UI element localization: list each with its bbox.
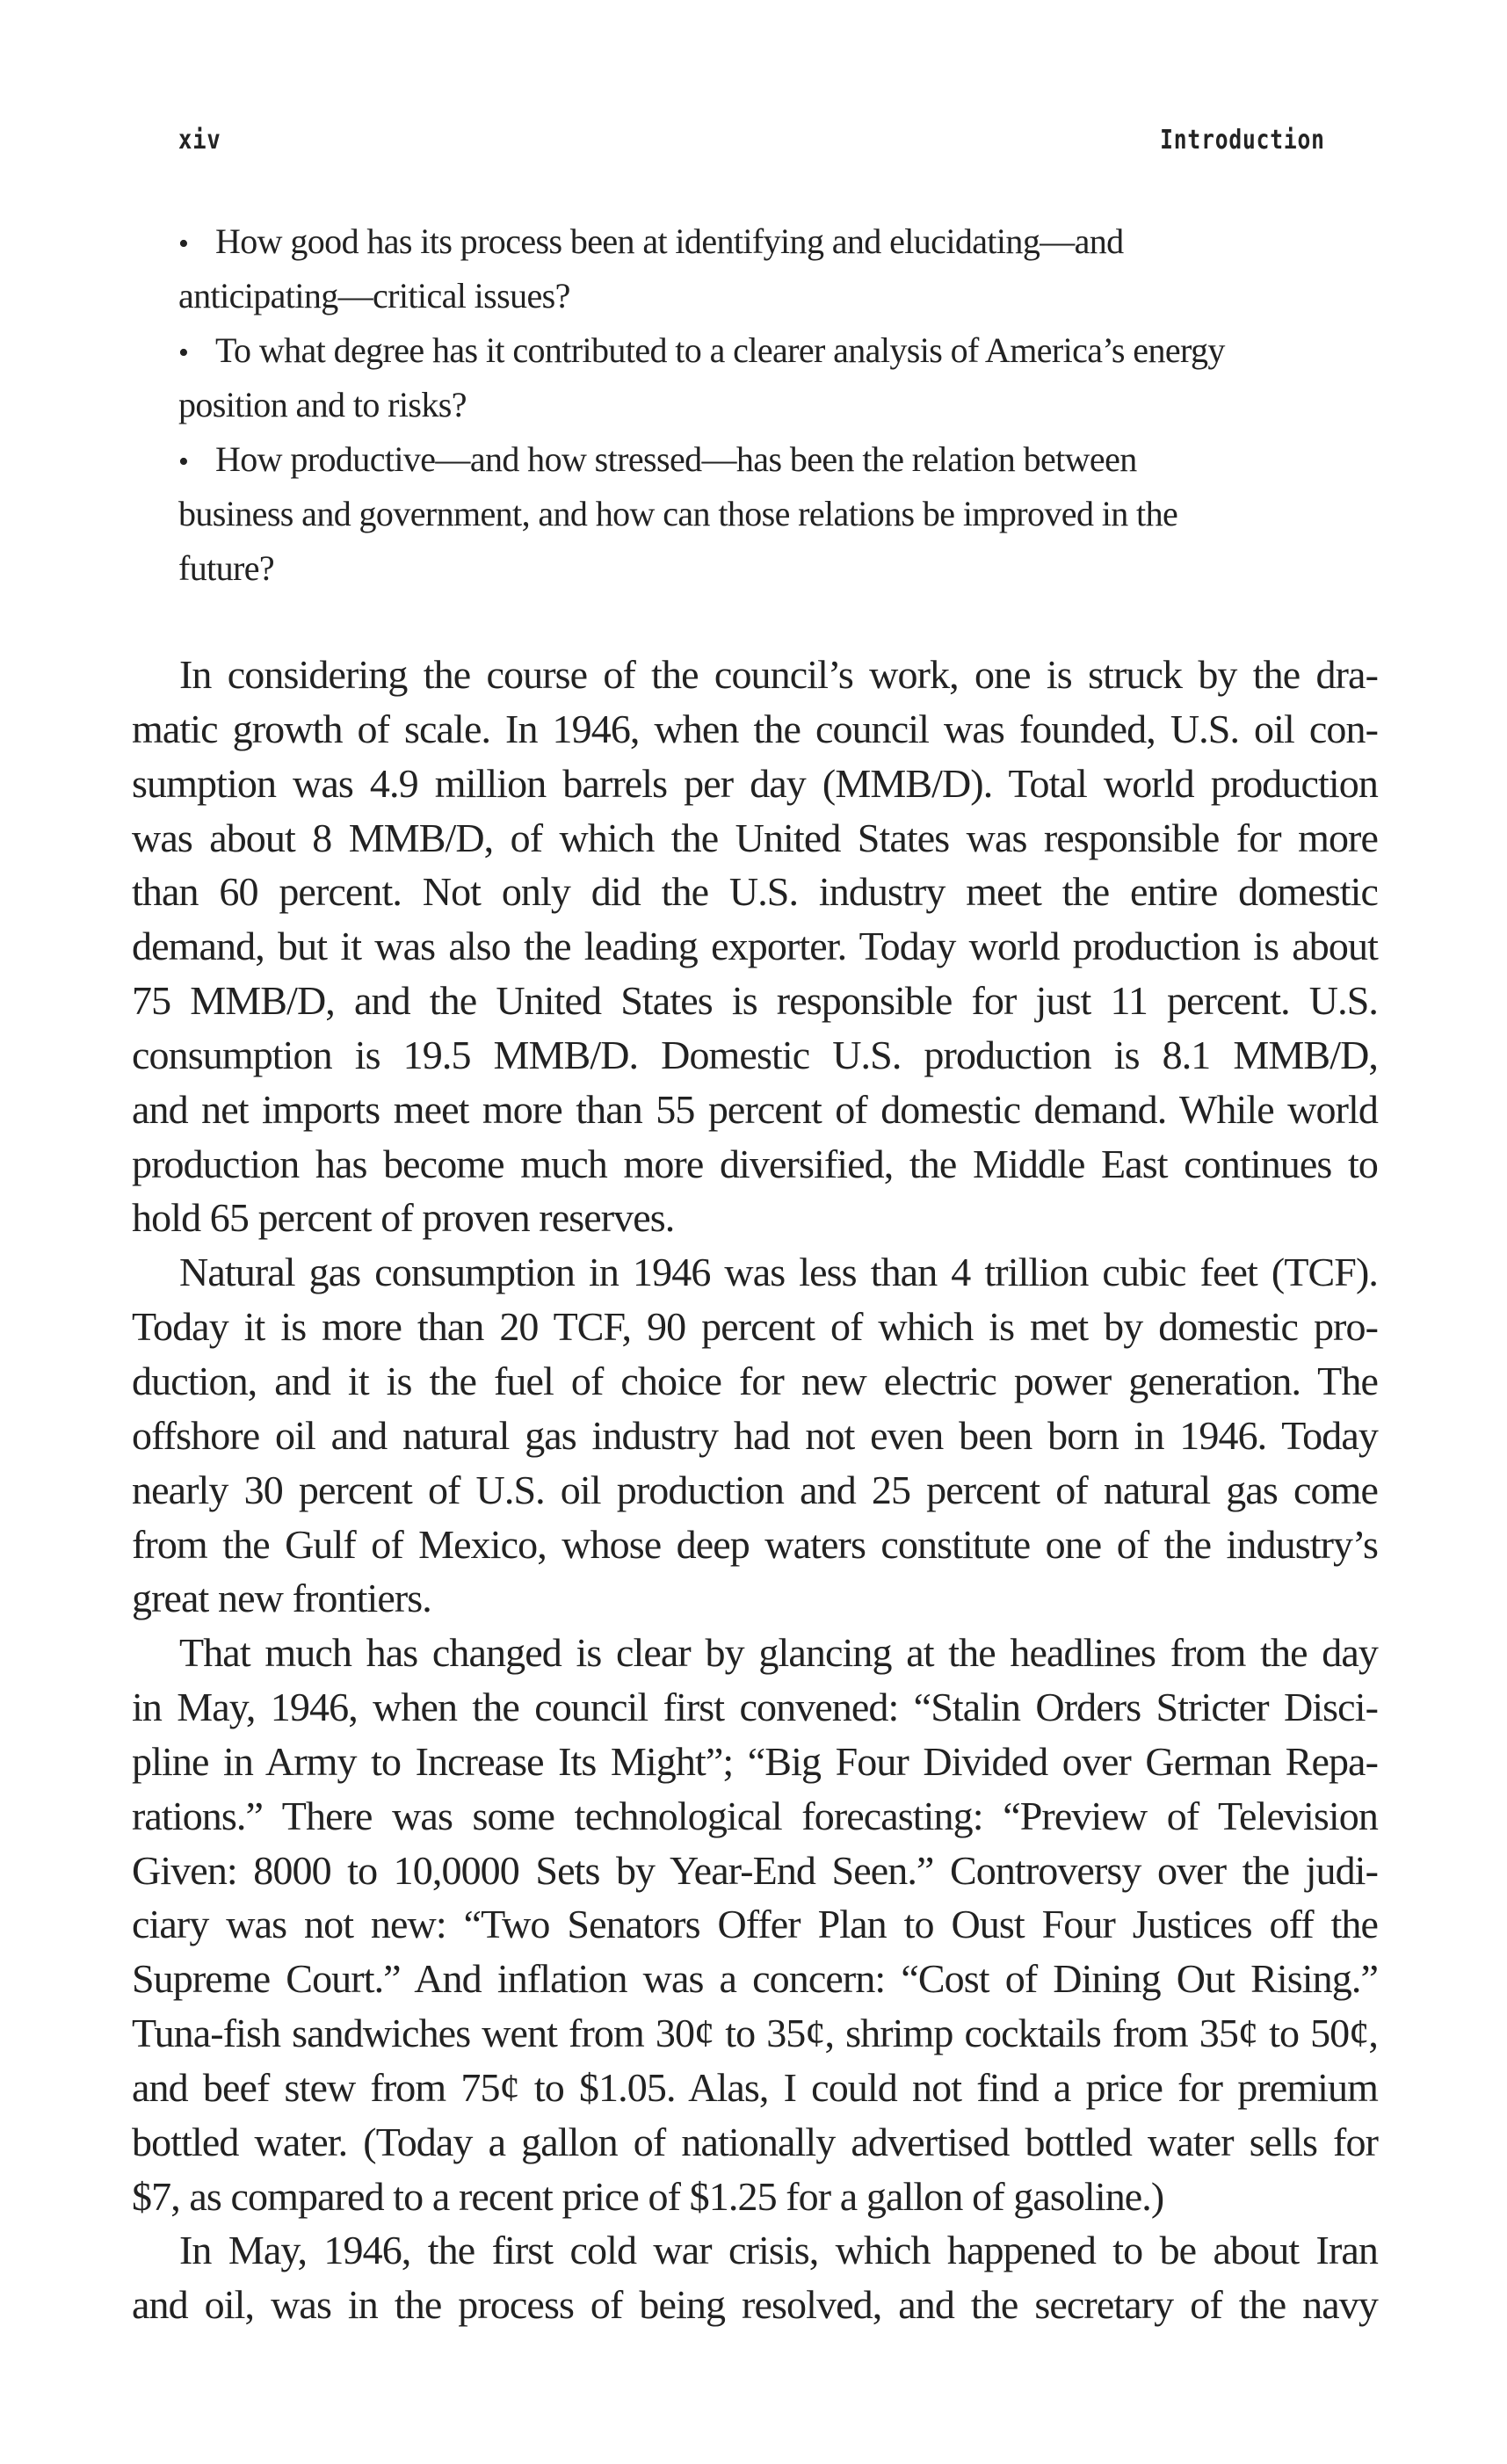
text-line: bottled water. (Today a gallon of nationally advertised bottled water sells for — [132, 2119, 1378, 2164]
text-line: $7, as compared to a recent price of $1.25 for a gallon of gasoline.) — [132, 2173, 1164, 2219]
paragraph-headlines-1946 — [132, 1626, 1378, 2223]
text-line: Supreme Court.” And inflation was a concern: “Cost of Dining Out Rising.” — [132, 1956, 1378, 2002]
text-line: In considering the course of the council’s work, one is struck by the dra- — [179, 652, 1378, 697]
text-line: demand, but it was also the leading exporter. Today world production is about — [132, 924, 1378, 969]
page-number: xiv — [178, 125, 221, 156]
list-item-text: How productive—and how stressed—has been the relation between — [215, 439, 1137, 479]
text-line: In May, 1946, the first cold war crisis, which happened to be about Iran — [179, 2228, 1378, 2273]
text-line: from the Gulf of Mexico, whose deep waters constitute one of the industry’s — [132, 1521, 1378, 1567]
running-head-title: Introduction — [1160, 125, 1325, 156]
bullet-icon: • — [178, 446, 189, 478]
list-item-text: business and government, and how can those relations be improved in the — [178, 494, 1178, 533]
text-line: 75 MMB/D, and the United States is responsible for just 11 percent. U.S. — [132, 978, 1378, 1024]
text-line: nearly 30 percent of U.S. oil production and 25 percent of natural gas come — [132, 1467, 1378, 1512]
bullet-icon: • — [178, 228, 189, 260]
text-line: sumption was 4.9 million barrels per day (MMB/D). Total world production — [132, 760, 1378, 806]
text-line: in May, 1946, when the council first convened: “Stalin Orders Stricter Disci- — [132, 1685, 1378, 1730]
text-line: rations.” There was some technological forecasting: “Preview of Television — [132, 1793, 1378, 1838]
running-head — [178, 123, 1325, 158]
text-line: Natural gas consumption in 1946 was less than 4 trillion cubic feet (TCF). — [179, 1250, 1378, 1295]
text-line: pline in Army to Increase Its Might”; “Big Four Divided over German Repa- — [132, 1738, 1378, 1784]
text-line: offshore oil and natural gas industry had not even been born in 1946. Today — [132, 1412, 1378, 1458]
paragraph-natural-gas — [132, 1245, 1378, 1626]
list-item-text: To what degree has it contributed to a clearer analysis of America’s energy — [215, 330, 1225, 370]
paragraph-cold-war-crisis — [132, 2223, 1378, 2332]
body-text — [132, 648, 1378, 2332]
text-line: was about 8 MMB/D, of which the United States was responsible for more — [132, 815, 1378, 860]
text-line: and oil, was in the process of being resolved, and the secretary of the navy — [132, 2282, 1378, 2328]
paragraph-scale-of-growth — [132, 648, 1378, 1245]
list-item-text: future? — [178, 548, 275, 588]
list-item — [178, 214, 1321, 323]
bullet-icon: • — [178, 337, 189, 369]
text-line: Today it is more than 20 TCF, 90 percent of which is met by domestic pro- — [132, 1304, 1378, 1350]
list-item — [178, 323, 1321, 432]
text-line: consumption is 19.5 MMB/D. Domestic U.S. production is 8.1 MMB/D, — [132, 1032, 1378, 1077]
list-item — [178, 432, 1321, 596]
text-line: and beef stew from 75¢ to $1.05. Alas, I could not find a price for premium — [132, 2064, 1378, 2110]
text-line: production has become much more diversified, the Middle East continues to — [132, 1141, 1378, 1186]
text-line: than 60 percent. Not only did the U.S. industry meet the entire domestic — [132, 869, 1378, 915]
text-line: hold 65 percent of proven reserves. — [132, 1195, 675, 1241]
list-item-text: How good has its process been at identifying and elucidating—and — [215, 221, 1124, 261]
list-item-text: position and to risks? — [178, 385, 467, 424]
text-line: Given: 8000 to 10,0000 Sets by Year-End Seen.” Controversy over the judi- — [132, 1847, 1378, 1893]
text-line: duction, and it is the fuel of choice for new electric power generation. The — [132, 1358, 1378, 1403]
question-list — [178, 214, 1321, 596]
list-item-text: anticipating—critical issues? — [178, 276, 570, 315]
text-line: ciary was not new: “Two Senators Offer Plan to Oust Four Justices off the — [132, 1902, 1378, 1947]
text-line: That much has changed is clear by glancing at the headlines from the day — [179, 1630, 1378, 1676]
text-line: great new frontiers. — [132, 1576, 431, 1621]
text-line: and net imports meet more than 55 percent of domestic demand. While world — [132, 1086, 1378, 1132]
text-line: matic growth of scale. In 1946, when the council was founded, U.S. oil con- — [132, 706, 1378, 751]
text-line: Tuna-fish sandwiches went from 30¢ to 35¢, shrimp cocktails from 35¢ to 50¢, — [132, 2011, 1378, 2056]
